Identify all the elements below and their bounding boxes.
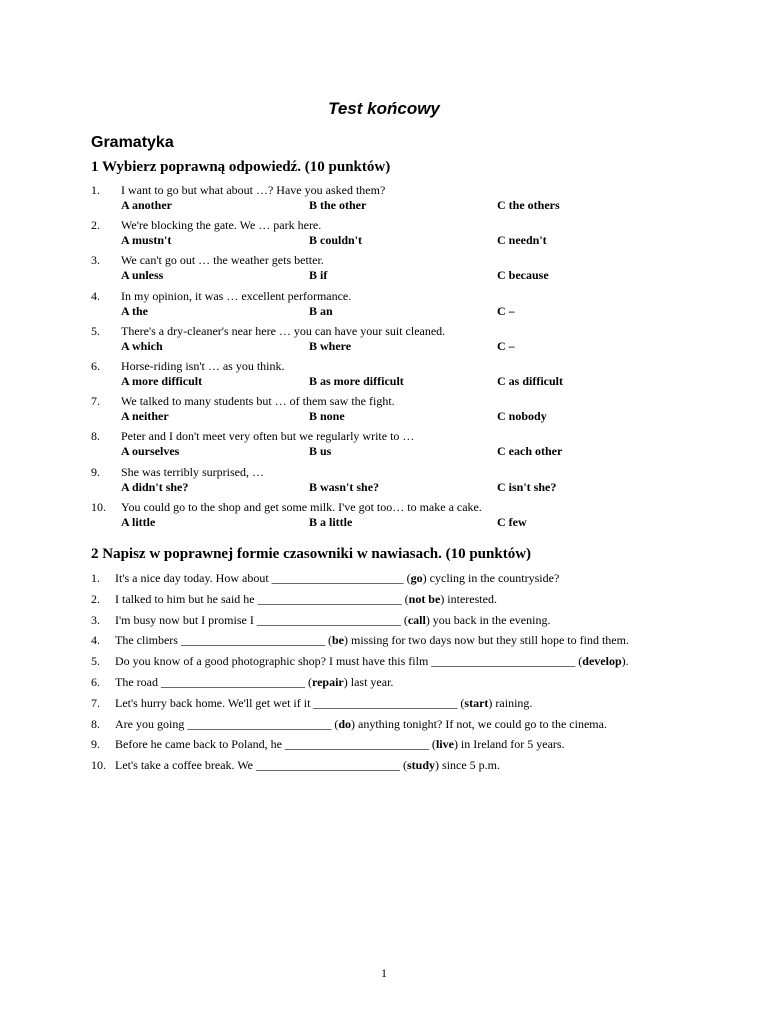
option-c: C nobody bbox=[497, 409, 547, 424]
item-text bbox=[115, 737, 565, 751]
gap-fill-item bbox=[91, 717, 711, 738]
exercise-2-heading: 2 Napisz w poprawnej formie czasowniki w nawiasach. (10 punktów) bbox=[91, 546, 532, 562]
exercise-1-heading: 1 Wybierz poprawną odpowiedź. (10 punktów) bbox=[91, 159, 391, 175]
gap-fill-item bbox=[91, 592, 711, 613]
question-number: 3. bbox=[91, 253, 100, 268]
question-item bbox=[91, 324, 691, 359]
sentence-before: Are you going ________________________ ( bbox=[115, 716, 339, 731]
verb-hint: develop bbox=[582, 654, 622, 669]
sentence-before: I'm busy now but I promise I ________________________ ( bbox=[115, 612, 408, 627]
exercise-1-list bbox=[91, 183, 691, 535]
item-number: 9. bbox=[91, 737, 100, 752]
sentence-after: ) missing for two days now but they still hope to find them. bbox=[343, 633, 629, 648]
item-text bbox=[115, 613, 550, 627]
question-text: We're blocking the gate. We … park here. bbox=[121, 218, 322, 233]
sentence-after: ) interested. bbox=[440, 591, 497, 606]
question-item bbox=[91, 465, 691, 500]
question-number: 6. bbox=[91, 358, 100, 373]
gap-fill-item bbox=[91, 758, 711, 779]
item-text bbox=[115, 717, 607, 731]
question-number: 9. bbox=[91, 464, 100, 479]
item-number: 7. bbox=[91, 695, 100, 710]
option-c: C needn't bbox=[497, 233, 547, 248]
sentence-before: Let's take a coffee break. We ________________________ ( bbox=[115, 758, 408, 773]
option-a: A the bbox=[121, 303, 148, 318]
question-number: 1. bbox=[91, 183, 100, 197]
question-text: In my opinion, it was … excellent performance. bbox=[121, 288, 352, 303]
question-text: She was terribly surprised, … bbox=[121, 464, 264, 479]
option-b: B if bbox=[309, 268, 328, 283]
verb-hint: do bbox=[338, 716, 352, 731]
option-c: C as difficult bbox=[497, 373, 563, 388]
item-text bbox=[115, 696, 532, 710]
sentence-after: ) anything tonight? If not, we could go to the cinema. bbox=[351, 716, 607, 731]
gap-fill-item bbox=[91, 737, 711, 758]
gap-fill-item bbox=[91, 654, 711, 675]
question-item bbox=[91, 253, 691, 288]
sentence-after: ). bbox=[621, 654, 629, 669]
item-text bbox=[115, 758, 500, 772]
option-b: B a little bbox=[309, 514, 353, 529]
item-text bbox=[115, 654, 629, 668]
verb-hint: start bbox=[464, 695, 489, 710]
page-title: Test końcowy bbox=[328, 99, 440, 118]
sentence-before: Before he came back to Poland, he ________________________ ( bbox=[115, 737, 436, 752]
gap-fill-item bbox=[91, 571, 711, 592]
option-b: B the other bbox=[309, 198, 367, 212]
option-a: A little bbox=[121, 514, 156, 529]
item-number: 6. bbox=[91, 674, 100, 689]
option-c: C – bbox=[497, 303, 515, 318]
option-b: B where bbox=[309, 338, 352, 353]
option-a: A neither bbox=[121, 409, 169, 424]
gap-fill-item bbox=[91, 633, 711, 654]
question-number: 7. bbox=[91, 394, 100, 409]
item-number: 1. bbox=[91, 571, 100, 585]
question-item bbox=[91, 394, 691, 429]
question-item bbox=[91, 429, 691, 464]
question-text: Horse-riding isn't … as you think. bbox=[121, 358, 285, 373]
question-text: Peter and I don't meet very often but we regularly write to … bbox=[121, 429, 415, 444]
option-a: A which bbox=[121, 338, 163, 353]
option-b: B as more difficult bbox=[309, 373, 404, 388]
question-number: 2. bbox=[91, 218, 100, 233]
option-a: A more difficult bbox=[121, 373, 203, 388]
verb-hint: not be bbox=[408, 591, 441, 606]
section-heading: Gramatyka bbox=[91, 134, 174, 151]
question-item bbox=[91, 289, 691, 324]
option-c: C isn't she? bbox=[497, 479, 557, 494]
question-number: 5. bbox=[91, 323, 100, 338]
option-c: C because bbox=[497, 268, 549, 283]
question-text: I want to go but what about …? Have you asked them? bbox=[121, 183, 386, 197]
question-item bbox=[91, 218, 691, 253]
question-item bbox=[91, 359, 691, 394]
sentence-before: It's a nice day today. How about ______________________ ( bbox=[115, 571, 411, 585]
sentence-after: ) last year. bbox=[343, 674, 394, 689]
gap-fill-item bbox=[91, 696, 711, 717]
gap-fill-item bbox=[91, 613, 711, 634]
gap-fill-item bbox=[91, 675, 711, 696]
sentence-after: ) you back in the evening. bbox=[425, 612, 551, 627]
option-b: B an bbox=[309, 303, 333, 318]
item-number: 2. bbox=[91, 591, 100, 606]
item-number: 10. bbox=[91, 758, 106, 773]
option-a: A mustn't bbox=[121, 233, 172, 248]
option-a: A another bbox=[121, 198, 172, 212]
verb-hint: repair bbox=[311, 674, 344, 689]
page-number: 1 bbox=[381, 966, 387, 980]
verb-hint: call bbox=[407, 612, 426, 627]
item-text bbox=[115, 633, 629, 647]
option-a: A didn't she? bbox=[121, 479, 189, 494]
option-c: C each other bbox=[497, 444, 563, 459]
verb-hint: go bbox=[410, 571, 423, 585]
option-b: B none bbox=[309, 409, 345, 424]
question-item bbox=[91, 183, 691, 218]
option-c: C the others bbox=[497, 198, 560, 212]
verb-hint: live bbox=[435, 737, 454, 752]
item-text bbox=[115, 571, 559, 585]
question-text: You could go to the shop and get some milk. I've got too… to make a cake. bbox=[121, 499, 482, 514]
sentence-before: Let's hurry back home. We'll get wet if it ________________________ ( bbox=[115, 695, 465, 710]
item-number: 4. bbox=[91, 633, 100, 648]
question-number: 10. bbox=[91, 499, 106, 514]
item-number: 5. bbox=[91, 654, 100, 669]
sentence-after: ) raining. bbox=[488, 695, 533, 710]
question-text: There's a dry-cleaner's near here … you can have your suit cleaned. bbox=[121, 323, 446, 338]
question-item bbox=[91, 500, 691, 535]
item-text bbox=[115, 592, 497, 606]
verb-hint: study bbox=[407, 758, 436, 773]
sentence-after: ) since 5 p.m. bbox=[435, 758, 501, 773]
option-c: C – bbox=[497, 338, 515, 353]
sentence-before: The road ________________________ ( bbox=[115, 674, 312, 689]
exercise-2-list bbox=[91, 571, 711, 779]
sentence-before: Do you know of a good photographic shop? I must have this film ________________________ ( bbox=[115, 654, 583, 669]
option-b: B wasn't she? bbox=[309, 479, 380, 494]
item-text bbox=[115, 675, 393, 689]
sentence-before: The climbers ________________________ ( bbox=[115, 633, 332, 648]
item-number: 3. bbox=[91, 612, 100, 627]
verb-hint: be bbox=[331, 633, 344, 648]
option-b: B us bbox=[309, 444, 332, 459]
option-a: A unless bbox=[121, 268, 164, 283]
item-number: 8. bbox=[91, 716, 100, 731]
sentence-after: ) in Ireland for 5 years. bbox=[453, 737, 565, 752]
sentence-after: ) cycling in the countryside? bbox=[422, 571, 560, 585]
question-number: 8. bbox=[91, 429, 100, 444]
option-c: C few bbox=[497, 514, 527, 529]
question-number: 4. bbox=[91, 288, 100, 303]
question-text: We talked to many students but … of them saw the fight. bbox=[121, 394, 395, 409]
option-b: B couldn't bbox=[309, 233, 363, 248]
sentence-before: I talked to him but he said he ________________________ ( bbox=[115, 591, 409, 606]
question-text: We can't go out … the weather gets better. bbox=[121, 253, 324, 268]
option-a: A ourselves bbox=[121, 444, 180, 459]
